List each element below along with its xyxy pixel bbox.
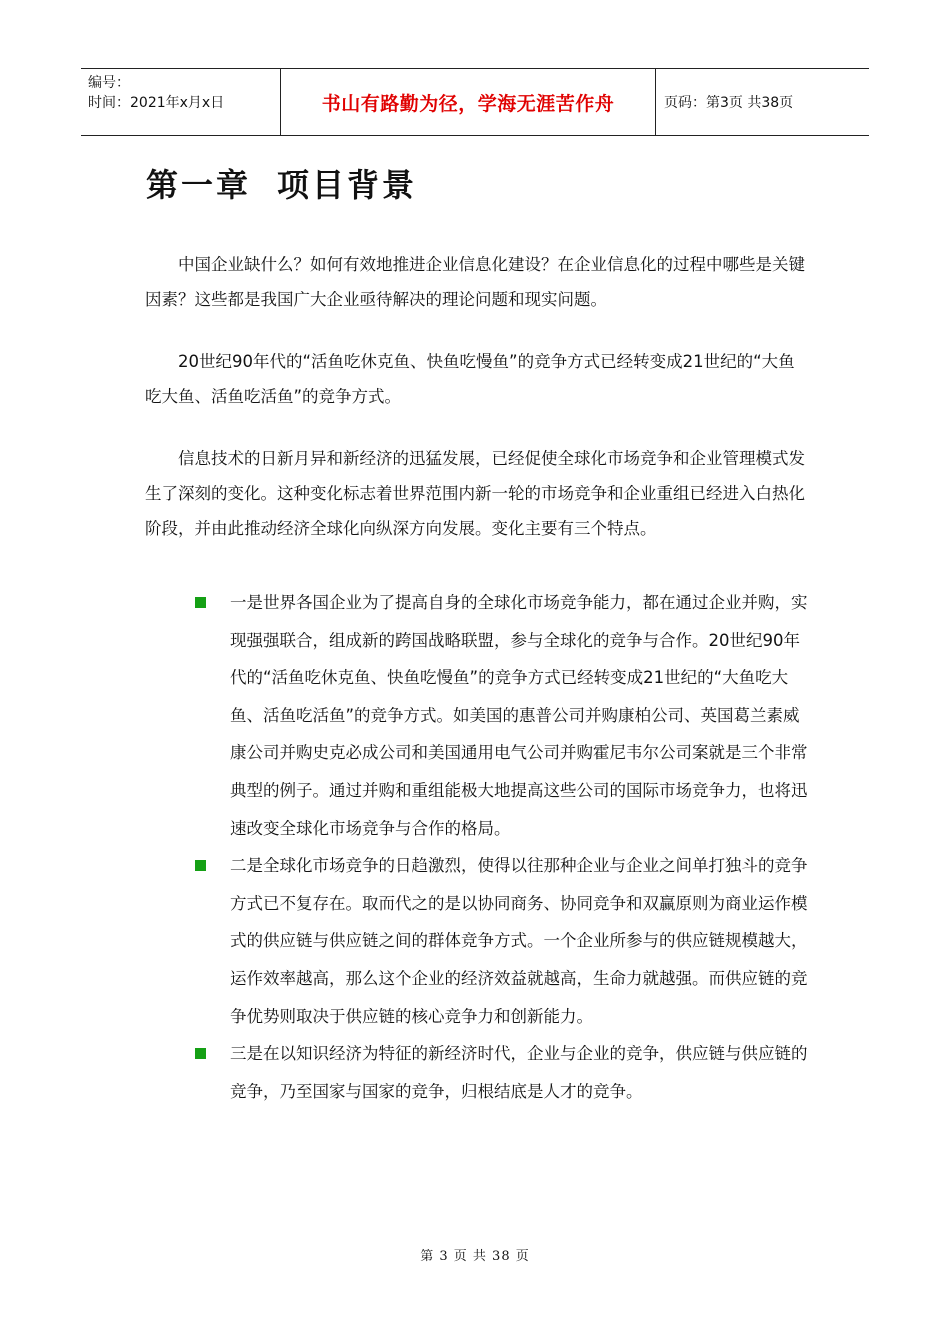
page-footer: 第 3 页 共 38 页 [420,1249,530,1264]
bullet-text: 一是世界各国企业为了提高自身的全球化市场竞争能力，都在通过企业并购，实现强强联合，组成新的跨国战略联盟，参与全球化的竞争与合作。20世纪90年代的“活鱼吃休克鱼、快鱼吃慢鱼”的竞争方式已经转变成21世纪的“大鱼吃大鱼、活鱼吃活鱼”的竞争方式。如美国的惠普公司并购康柏公司、英国葛兰素威康公司并购史克必成公司和美国通用电气公司并购霍尼韦尔公司案就是三个非常典型的例子。通过并购和重组能极大地提高这些公司的国际市场竞争力，也将迅速改变全球化市场竞争与合作的格局。 [230,593,808,838]
header-motto: 书山有路勤为径，学海无涯苦作舟 [281,69,656,135]
bullet-item [195,1035,810,1110]
document-number-label: 编号： [88,75,130,91]
chapter-heading [146,160,417,206]
bullet-item [195,584,810,847]
square-bullet-icon [195,597,206,608]
document-time-label: 时间：2021年x月x日 [88,95,225,111]
header-page-info: 页码：第3页 共38页 [664,95,794,111]
header-meta-cell [81,69,281,135]
bullet-text: 三是在以知识经济为特征的新经济时代，企业与企业的竞争，供应链与供应链的竞争，乃至国家与国家的竞争，归根结底是人才的竞争。 [230,1044,808,1101]
paragraph: 20世纪90年代的“活鱼吃休克鱼、快鱼吃慢鱼”的竞争方式已经转变成21世纪的“大鱼吃大鱼、活鱼吃活鱼”的竞争方式。 [145,352,795,406]
main-content [145,247,809,1110]
paragraph: 中国企业缺什么？如何有效地推进企业信息化建设？在企业信息化的过程中哪些是关键因素？这些都是我国广大企业亟待解决的理论问题和现实问题。 [145,255,805,309]
document-header [81,68,869,136]
paragraph: 信息技术的日新月异和新经济的迅猛发展，已经促使全球化市场竞争和企业管理模式发生了深刻的变化。这种变化标志着世界范围内新一轮的市场竞争和企业重组已经进入白热化阶段，并由此推动经济全球化向纵深方向发展。变化主要有三个特点。 [145,449,805,538]
square-bullet-icon [195,860,206,871]
bullet-text: 二是全球化市场竞争的日趋激烈，使得以往那种企业与企业之间单打独斗的竞争方式已不复存在。取而代之的是以协同商务、协同竞争和双赢原则为商业运作模式的供应链与供应链之间的群体竞争方式。一个企业所参与的供应链规模越大，运作效率越高，那么这个企业的经济效益就越高，生命力就越强。而供应链的竞争优势则取决于供应链的核心竞争力和创新能力。 [230,856,808,1026]
chapter-title: 项目背景 [277,166,418,204]
square-bullet-icon [195,1048,206,1059]
chapter-number: 第一章 [146,166,252,204]
bullet-item [195,847,810,1035]
bullet-list [195,584,809,1110]
